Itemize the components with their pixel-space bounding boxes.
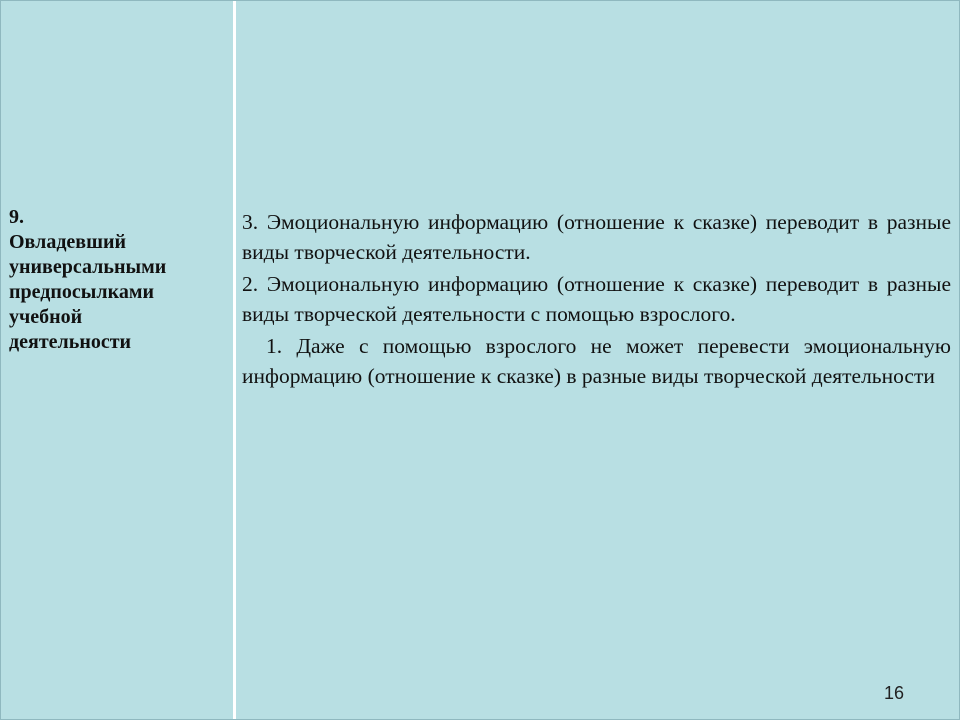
page-number: 16 (883, 683, 904, 703)
level-1-text: 1. Даже с помощью взрослого не может перевести эмоциональную информацию (отношение к сказке) в разные виды творческой деятельности (242, 334, 951, 388)
criterion-title (9, 205, 227, 355)
levels-text (242, 207, 951, 393)
level-3-text: 3. Эмоциональную информацию (отношение к сказке) переводит в разные виды творческой деятельности. (242, 210, 951, 264)
levels-cell (236, 1, 959, 719)
level-2-text: 2. Эмоциональную информацию (отношение к сказке) переводит в разные виды творческой деятельности с помощью взрослого. (242, 272, 951, 326)
criterion-line: деятельности (9, 331, 132, 353)
criterion-line: предпосылками (9, 281, 154, 303)
criterion-line: универсальными (9, 256, 167, 278)
criterion-line: Овладевший (9, 231, 127, 253)
criterion-line: учебной (9, 306, 83, 328)
criterion-number: 9. (9, 206, 24, 228)
criterion-cell (1, 1, 236, 719)
